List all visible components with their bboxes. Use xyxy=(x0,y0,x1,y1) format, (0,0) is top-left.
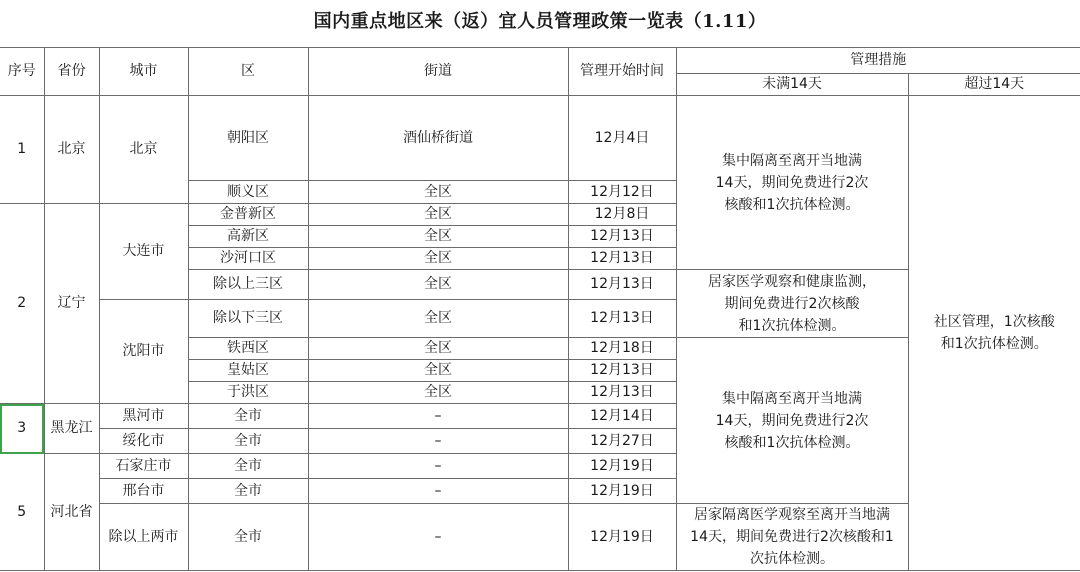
cell-index-selected[interactable]: 3 xyxy=(0,404,44,454)
cell-city[interactable]: 大连市 xyxy=(99,204,188,300)
measure-line: 核酸和1次抗体检测。 xyxy=(724,196,860,213)
cell-district[interactable]: 全市 xyxy=(188,429,308,454)
cell-start-date[interactable]: 12月19日 xyxy=(568,479,676,504)
measure-line: 和1次抗体检测。 xyxy=(738,317,846,334)
cell-street[interactable]: – xyxy=(308,454,568,479)
measure-line: 14天，期间免费进行2次 xyxy=(715,412,869,429)
header-city[interactable]: 城市 xyxy=(99,48,188,96)
cell-city[interactable]: 北京 xyxy=(99,96,188,204)
cell-street[interactable]: 全区 xyxy=(308,248,568,270)
cell-street[interactable]: 全区 xyxy=(308,204,568,226)
cell-street[interactable]: 全区 xyxy=(308,226,568,248)
header-over-14-days[interactable]: 超过14天 xyxy=(908,74,1080,96)
cell-street[interactable]: – xyxy=(308,429,568,454)
cell-street[interactable]: 全区 xyxy=(308,270,568,300)
cell-street[interactable]: 酒仙桥街道 xyxy=(308,96,568,181)
cell-street[interactable]: 全区 xyxy=(308,181,568,204)
cell-district[interactable]: 全市 xyxy=(188,454,308,479)
cell-measure-under14[interactable] xyxy=(676,96,908,270)
cell-street[interactable]: – xyxy=(308,404,568,429)
measure-line: 核酸和1次抗体检测。 xyxy=(724,434,860,451)
table-row xyxy=(0,96,1080,181)
measure-line: 集中隔离至离开当地满 xyxy=(722,390,862,407)
measure-line: 集中隔离至离开当地满 xyxy=(722,152,862,169)
header-row-1 xyxy=(0,48,1080,74)
cell-district[interactable]: 除以上三区 xyxy=(188,270,308,300)
cell-start-date[interactable]: 12月27日 xyxy=(568,429,676,454)
cell-district[interactable]: 沙河口区 xyxy=(188,248,308,270)
cell-district[interactable]: 朝阳区 xyxy=(188,96,308,181)
cell-measure-under14[interactable] xyxy=(676,338,908,504)
cell-start-date[interactable]: 12月13日 xyxy=(568,248,676,270)
cell-index[interactable]: 5 xyxy=(0,454,44,571)
cell-province[interactable]: 黑龙江 xyxy=(44,404,99,454)
header-measures[interactable]: 管理措施 xyxy=(676,48,1080,74)
cell-start-date[interactable]: 12月8日 xyxy=(568,204,676,226)
cell-start-date[interactable]: 12月19日 xyxy=(568,504,676,571)
cell-start-date[interactable]: 12月14日 xyxy=(568,404,676,429)
header-district[interactable]: 区 xyxy=(188,48,308,96)
cell-street[interactable]: 全区 xyxy=(308,382,568,404)
cell-province[interactable]: 辽宁 xyxy=(44,204,99,404)
cell-street[interactable]: – xyxy=(308,479,568,504)
cell-start-date[interactable]: 12月4日 xyxy=(568,96,676,181)
cell-city[interactable]: 沈阳市 xyxy=(99,300,188,404)
cell-start-date[interactable]: 12月13日 xyxy=(568,382,676,404)
policy-table xyxy=(0,47,1080,571)
cell-street[interactable]: – xyxy=(308,504,568,571)
cell-street[interactable]: 全区 xyxy=(308,300,568,338)
cell-district[interactable]: 皇姑区 xyxy=(188,360,308,382)
cell-city[interactable]: 绥化市 xyxy=(99,429,188,454)
cell-measure-over14[interactable] xyxy=(908,96,1080,571)
measure-line: 次抗体检测。 xyxy=(750,551,834,567)
measure-line: 和1次抗体检测。 xyxy=(940,336,1048,352)
cell-start-date[interactable]: 12月13日 xyxy=(568,226,676,248)
cell-start-date[interactable]: 12月19日 xyxy=(568,454,676,479)
cell-province[interactable]: 河北省 xyxy=(44,454,99,571)
cell-district[interactable]: 顺义区 xyxy=(188,181,308,204)
cell-start-date[interactable]: 12月12日 xyxy=(568,181,676,204)
cell-district[interactable]: 金普新区 xyxy=(188,204,308,226)
cell-district[interactable]: 于洪区 xyxy=(188,382,308,404)
cell-index[interactable]: 1 xyxy=(0,96,44,204)
cell-district[interactable]: 全市 xyxy=(188,504,308,571)
cell-start-date[interactable]: 12月13日 xyxy=(568,300,676,338)
measure-line: 14天，期间免费进行2次核酸和1 xyxy=(690,529,894,545)
cell-city[interactable]: 石家庄市 xyxy=(99,454,188,479)
header-street[interactable]: 街道 xyxy=(308,48,568,96)
measure-line: 居家隔离医学观察至离开当地满 xyxy=(694,507,890,523)
header-province[interactable]: 省份 xyxy=(44,48,99,96)
measure-line: 社区管理，1次核酸 xyxy=(933,314,1055,330)
cell-district[interactable]: 铁西区 xyxy=(188,338,308,360)
cell-city[interactable]: 邢台市 xyxy=(99,479,188,504)
cell-district[interactable]: 全市 xyxy=(188,479,308,504)
header-under-14-days[interactable]: 未满14天 xyxy=(676,74,908,96)
cell-start-date[interactable]: 12月13日 xyxy=(568,360,676,382)
cell-city[interactable]: 除以上两市 xyxy=(99,504,188,571)
cell-street[interactable]: 全区 xyxy=(308,338,568,360)
cell-measure-under14[interactable] xyxy=(676,270,908,338)
table-title: 国内重点地区来（返）宜人员管理政策一览表（1.11） xyxy=(313,11,767,32)
measure-line: 14天，期间免费进行2次 xyxy=(715,174,869,191)
cell-index[interactable]: 2 xyxy=(0,204,44,404)
cell-province[interactable]: 北京 xyxy=(44,96,99,204)
header-start-time[interactable]: 管理开始时间 xyxy=(568,48,676,96)
cell-start-date[interactable]: 12月13日 xyxy=(568,270,676,300)
cell-district[interactable]: 除以下三区 xyxy=(188,300,308,338)
cell-district[interactable]: 高新区 xyxy=(188,226,308,248)
cell-measure-under14[interactable] xyxy=(676,504,908,571)
cell-city[interactable]: 黑河市 xyxy=(99,404,188,429)
measure-line: 居家医学观察和健康监测， xyxy=(708,273,876,290)
header-index[interactable]: 序号 xyxy=(0,48,44,96)
cell-district[interactable]: 全市 xyxy=(188,404,308,429)
cell-start-date[interactable]: 12月18日 xyxy=(568,338,676,360)
cell-street[interactable]: 全区 xyxy=(308,360,568,382)
measure-line: 期间免费进行2次核酸 xyxy=(724,295,860,312)
